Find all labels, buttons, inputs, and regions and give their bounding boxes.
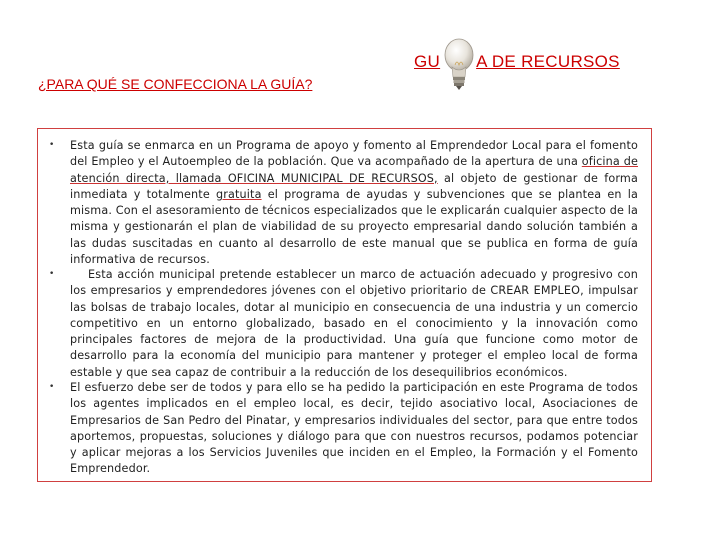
guide-title-right: A DE RECURSOS (476, 52, 620, 71)
guide-title-left: GU (414, 52, 441, 71)
free-underlined-text: gratuita (215, 187, 262, 201)
office-link-text: oficina de atención directa, llamada OFICINA MUNICIPAL DE RECURSOS, (70, 155, 638, 185)
section-question: ¿PARA QUÉ SE CONFECCIONA LA GUÍA? (38, 76, 313, 92)
paragraph-1-text-b: al objeto de gestionar de forma inmediata y totalmente (70, 171, 638, 201)
paragraph-1 (70, 138, 638, 268)
paragraph-1-text-a: Esta guía se enmarca en un Programa de apoyo y fomento al Emprendedor Local para el fomento del Empleo y el Autoempleo de la población. Que va acompañado de la apertura de una (70, 139, 638, 169)
lightbulb-icon (442, 37, 476, 91)
paragraph-2-text: Esta acción municipal pretende establecer un marco de actuación adecuado y progresivo con los empresarios y emprendedores jóvenes con el objetivo prioritario de CREAR EMPLEO, impulsar las bolsas de trabajo locales, dotar al municipio en consecuencia de una industria y un comercio competitivo en un entorno globalizado, basado en el conocimiento y la innovación como principales factores de mejora de la productividad. Una guía que funcione como motor de desarrollo para la economía del municipio para mantener y proteger el empleo local de forma estable y que sea capaz de contribuir a la reducción de los desequilibrios económicos. (70, 268, 638, 379)
paragraph-1-text-c: el programa de ayudas y subvenciones que se plantea en la misma. Con el asesoramiento de técnicos especializados que le explicarán cualquier aspecto de la misma y gestionarán el plan de viabilidad de su proyecto empresarial dando solución también a las dudas suscitadas en cuanto al desarrollo de este manual que se publica en forma de guía informativa de recursos. (70, 187, 638, 267)
bullet-3: • (49, 382, 55, 392)
bullet-2: • (49, 269, 55, 279)
bullet-1: • (49, 140, 55, 150)
paragraph-2 (70, 267, 638, 381)
paragraph-3: El esfuerzo debe ser de todos y para ello se ha pedido la participación en este Programa de todos los agentes implicados en el empleo local, es decir, tejido asociativo local, Asociaciones de Empresarios de San Pedro del Pinatar, y empresarios individuales del sector, para que entre todos aportemos, propuestas, soluciones y diálogo para que con nuestros recursos, podamos potenciar y aplicar mejoras a los Servicios Juveniles que inciden en el Empleo, la Formación y el Fomento Emprendedor. (70, 381, 638, 476)
